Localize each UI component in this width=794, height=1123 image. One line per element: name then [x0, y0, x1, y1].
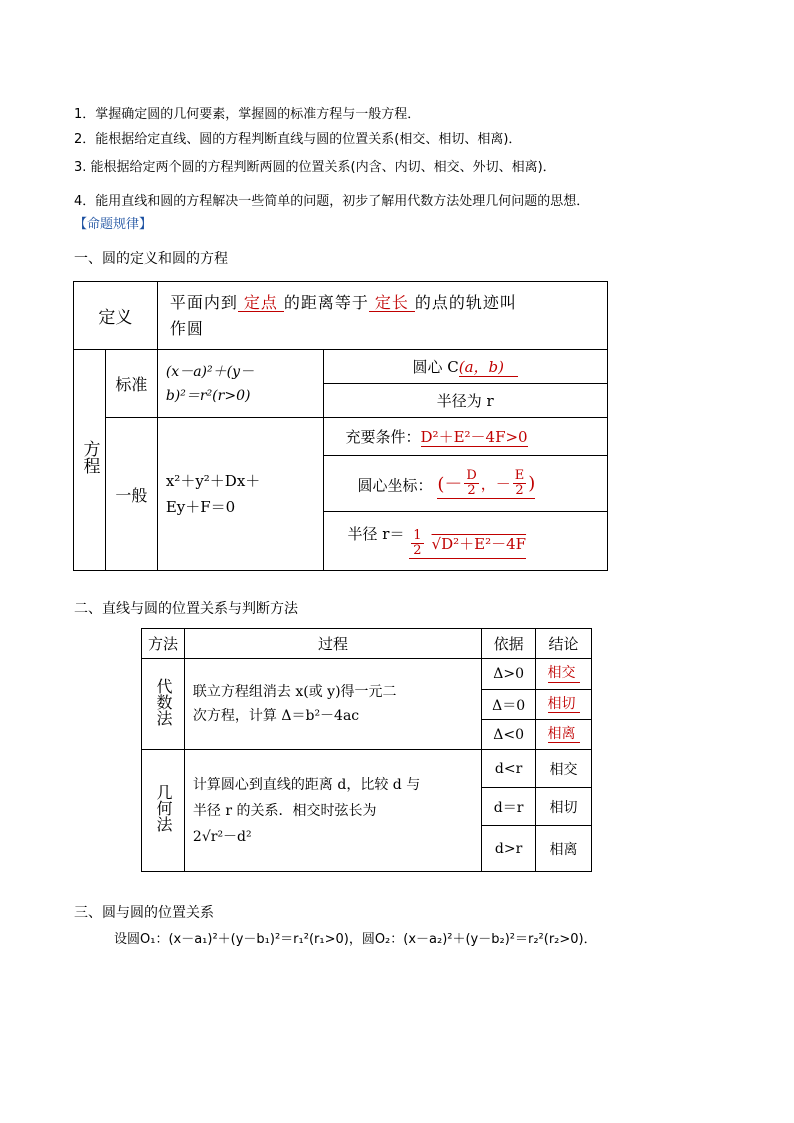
general-condition-value: D²＋E²－4F>0: [420, 428, 528, 446]
algebraic-label: 代数法: [142, 659, 185, 750]
circle-equation-table: [73, 281, 608, 571]
algebraic-result-3: 相离: [536, 720, 592, 750]
header-basis: 依据: [482, 629, 536, 659]
section-2-title: 二、直线与圆的位置关系与判断方法: [74, 601, 298, 617]
mingti-label: 【命题规律】: [74, 217, 153, 232]
standard-center: 圆心 C(a，b): [323, 350, 607, 384]
geometric-basis-1: d<r: [482, 750, 536, 788]
definition-label: 定义: [74, 282, 158, 350]
general-label: 一般: [105, 418, 157, 571]
general-equation: x²＋y²＋Dx＋ Ey＋F＝0: [157, 418, 323, 571]
geometric-result-3: 相离: [536, 826, 592, 872]
section-3-title: 三、圆与圆的位置关系: [74, 905, 214, 921]
equation-label: 方程: [74, 350, 106, 571]
standard-center-value: (a，b): [459, 359, 518, 377]
geometric-result-2: 相切: [536, 788, 592, 826]
section-3-text: 设圆O₁：(x－a₁)²＋(y－b₁)²＝r₁²(r₁>0)，圆O₂：(x－a₂)²＋(y－b₂)²＝r₂²(r₂>0)．: [114, 932, 597, 947]
blank-fixed-point: 定点: [238, 294, 284, 313]
objective-4: 4．能用直线和圆的方程解决一些简单的问题，初步了解用代数方法处理几何问题的思想．: [74, 194, 590, 209]
objective-2: 2．能根据给定直线、圆的方程判断直线与圆的位置关系(相交、相切、相离)．: [74, 132, 522, 147]
algebraic-basis-3: Δ<0: [482, 720, 536, 750]
general-center-value: (－ $\frac{D}{2}$ ，－ $\frac{E}{2}$ ): [437, 467, 536, 498]
header-process: 过程: [184, 629, 481, 659]
algebraic-basis-1: Δ>0: [482, 659, 536, 690]
general-radius: 半径 r＝ $\frac{1}{2}$ √D²＋E²－4F: [323, 512, 607, 571]
algebraic-basis-2: Δ＝0: [482, 690, 536, 720]
geometric-label: 几何法: [142, 750, 185, 872]
blank-fixed-length: 定长: [369, 294, 415, 313]
definition-text: 平面内到 定点 的距离等于 定长 的点的轨迹叫 作圆: [157, 282, 607, 350]
header-method: 方法: [142, 629, 185, 659]
algebraic-result-1: 相交: [536, 659, 592, 690]
standard-label: 标准: [105, 350, 157, 418]
general-radius-value: $\frac{1}{2}$ √D²＋E²－4F: [409, 529, 526, 559]
standard-equation: (x－a)²＋(y－ b)²＝r²(r>0): [157, 350, 323, 418]
objective-1: 1．掌握确定圆的几何要素，掌握圆的标准方程与一般方程．: [74, 107, 421, 122]
algebraic-result-2: 相切: [536, 690, 592, 720]
header-conclusion: 结论: [536, 629, 592, 659]
geometric-basis-3: d>r: [482, 826, 536, 872]
general-condition: 充要条件：D²＋E²－4F>0: [323, 418, 607, 456]
geometric-result-1: 相交: [536, 750, 592, 788]
objective-3: 3. 能根据给定两个圆的方程判断两圆的位置关系(内含、内切、相交、外切、相离)．: [74, 160, 556, 175]
line-circle-table: [141, 628, 592, 872]
algebraic-process: 联立方程组消去 x(或 y)得一元二 次方程，计算 Δ＝b²－4ac: [184, 659, 481, 750]
section-1-title: 一、圆的定义和圆的方程: [74, 251, 228, 267]
standard-radius: 半径为 r: [323, 384, 607, 418]
geometric-basis-2: d＝r: [482, 788, 536, 826]
general-center: 圆心坐标： (－ $\frac{D}{2}$ ，－ $\frac{E}{2}$ ): [323, 456, 607, 512]
geometric-process: 计算圆心到直线的距离 d，比较 d 与 半径 r 的关系．相交时弦长为 2√r²－d²: [184, 750, 481, 872]
